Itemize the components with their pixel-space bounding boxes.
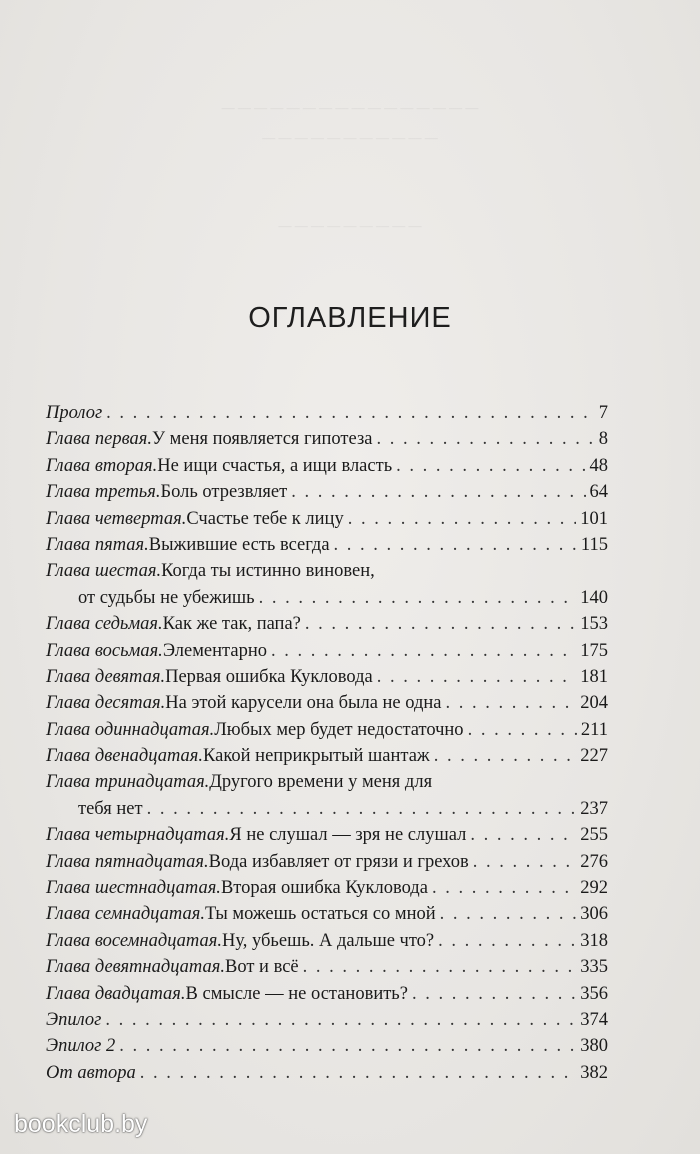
toc-entry bbox=[46, 822, 608, 848]
chapter-label: Глава вторая. bbox=[46, 455, 158, 476]
page-number: 306 bbox=[580, 904, 608, 925]
leader-dots bbox=[259, 585, 577, 611]
leader-dots bbox=[440, 901, 577, 927]
chapter-title: Какой неприкрытый шантаж bbox=[203, 746, 430, 767]
page-number: 8 bbox=[598, 429, 608, 450]
toc-entry bbox=[46, 1007, 608, 1033]
chapter-label: Глава первая. bbox=[46, 429, 152, 450]
chapter-title: тебя нет bbox=[78, 798, 143, 819]
toc-entry bbox=[46, 690, 608, 716]
chapter-label: Глава седьмая. bbox=[46, 614, 163, 635]
page-number: 181 bbox=[580, 666, 608, 687]
chapter-title: В смысле — не остановить? bbox=[185, 983, 408, 1004]
chapter-title: Когда ты истинно виновен, bbox=[161, 561, 375, 582]
chapter-label: Глава шестая. bbox=[46, 561, 162, 582]
bleed-through-text: — — — — — — — — — — — — — — — — bbox=[221, 100, 479, 115]
page-number: 211 bbox=[580, 719, 608, 740]
page-number: 237 bbox=[580, 798, 608, 819]
chapter-label: Глава восемнадцатая. bbox=[46, 930, 222, 951]
chapter-label: Эпилог 2 bbox=[46, 1036, 116, 1057]
chapter-title: Боль отрезвляет bbox=[160, 482, 288, 503]
page-number: 255 bbox=[580, 825, 608, 846]
chapter-title: Любых мер будет недостаточно bbox=[214, 719, 464, 740]
chapter-title: Счастье тебе к лицу bbox=[186, 508, 344, 529]
chapter-title: У меня появляется гипотеза bbox=[151, 429, 373, 450]
chapter-label: Глава девятнадцатая. bbox=[46, 957, 225, 978]
leader-dots bbox=[468, 717, 577, 743]
page-number: 382 bbox=[580, 1062, 608, 1083]
chapter-title: Вторая ошибка Кукловода bbox=[220, 878, 428, 899]
chapter-label: Глава шестнадцатая. bbox=[46, 878, 221, 899]
toc-entry bbox=[46, 875, 608, 901]
chapter-title: Вот и всё bbox=[224, 957, 299, 978]
page-number: 227 bbox=[580, 746, 608, 767]
leader-dots bbox=[446, 690, 577, 716]
chapter-label: Глава четырнадцатая. bbox=[46, 825, 230, 846]
page-number: 101 bbox=[580, 508, 608, 529]
page-number: 204 bbox=[580, 693, 608, 714]
leader-dots bbox=[303, 954, 577, 980]
leader-dots bbox=[348, 506, 577, 532]
chapter-label: Глава десятая. bbox=[46, 693, 166, 714]
leader-dots bbox=[432, 875, 576, 901]
toc-entry bbox=[46, 400, 608, 426]
chapter-label: Глава восьмая. bbox=[46, 640, 163, 661]
toc-entry bbox=[46, 532, 608, 558]
toc-entry-continuation bbox=[46, 585, 608, 611]
leader-dots bbox=[473, 849, 577, 875]
chapter-title: от судьбы не убежишь bbox=[78, 587, 255, 608]
leader-dots bbox=[434, 743, 577, 769]
bleed-through-text: — — — — — — — — — — — bbox=[262, 130, 438, 145]
chapter-title: Я не слушал — зря не слушал bbox=[229, 825, 467, 846]
chapter-label: Эпилог bbox=[46, 1009, 102, 1030]
leader-dots bbox=[376, 426, 594, 452]
toc-entry-continuation bbox=[46, 796, 608, 822]
chapter-title: Выжившие есть всегда bbox=[148, 534, 330, 555]
toc-entry bbox=[46, 638, 608, 664]
chapter-title: Другого времени у меня для bbox=[209, 772, 433, 793]
leader-dots bbox=[470, 822, 576, 848]
leader-dots bbox=[147, 796, 577, 822]
chapter-label: Глава четвертая. bbox=[46, 508, 187, 529]
toc-entry bbox=[46, 426, 608, 452]
chapter-title: Как же так, папа? bbox=[162, 614, 301, 635]
watermark: bookclub.by bbox=[14, 1110, 148, 1138]
leader-dots bbox=[119, 1033, 576, 1059]
leader-dots bbox=[377, 664, 577, 690]
chapter-label: Глава одиннадцатая. bbox=[46, 719, 215, 740]
leader-dots bbox=[334, 532, 577, 558]
toc-entry bbox=[46, 453, 608, 479]
page-number: 48 bbox=[589, 455, 608, 476]
toc-entry bbox=[46, 954, 608, 980]
toc-entry bbox=[46, 611, 608, 637]
chapter-label: От автора bbox=[46, 1062, 136, 1083]
chapter-label: Глава пятнадцатая. bbox=[46, 851, 209, 872]
page-title: ОГЛАВЛЕНИЕ bbox=[248, 302, 452, 335]
chapter-title: Вода избавляет от грязи и грехов bbox=[208, 851, 469, 872]
leader-dots bbox=[305, 611, 576, 637]
toc-entry bbox=[46, 664, 608, 690]
chapter-title: Первая ошибка Кукловода bbox=[165, 666, 373, 687]
leader-dots bbox=[438, 928, 576, 954]
chapter-label: Глава пятая. bbox=[46, 534, 149, 555]
leader-dots bbox=[140, 1060, 577, 1086]
page-number: 140 bbox=[580, 587, 608, 608]
chapter-label: Глава тринадцатая. bbox=[46, 772, 210, 793]
leader-dots bbox=[106, 400, 595, 426]
toc-entry bbox=[46, 769, 608, 795]
chapter-title: На этой карусели она была не одна bbox=[165, 693, 442, 714]
chapter-title: Ты можешь остаться со мной bbox=[204, 904, 436, 925]
page-number: 318 bbox=[580, 930, 608, 951]
toc-entry bbox=[46, 717, 608, 743]
page-number: 276 bbox=[580, 851, 608, 872]
chapter-label: Глава семнадцатая. bbox=[46, 904, 205, 925]
toc-entry bbox=[46, 849, 608, 875]
chapter-title: Не ищи счастья, а ищи власть bbox=[157, 455, 393, 476]
page-number: 356 bbox=[580, 983, 608, 1004]
leader-dots bbox=[291, 479, 585, 505]
toc-entry bbox=[46, 1060, 608, 1086]
page-number: 175 bbox=[580, 640, 608, 661]
page-number: 374 bbox=[580, 1009, 608, 1030]
leader-dots bbox=[412, 981, 576, 1007]
toc-entry bbox=[46, 506, 608, 532]
page-number: 153 bbox=[580, 614, 608, 635]
page-number: 335 bbox=[580, 957, 608, 978]
chapter-label: Глава девятая. bbox=[46, 666, 166, 687]
page-number: 115 bbox=[580, 534, 608, 555]
chapter-label: Глава двенадцатая. bbox=[46, 746, 204, 767]
toc-entry bbox=[46, 901, 608, 927]
bleed-through-text: — — — — — — — — — bbox=[278, 218, 422, 233]
toc-entry bbox=[46, 981, 608, 1007]
page-number: 380 bbox=[580, 1036, 608, 1057]
chapter-label: Глава двадцатая. bbox=[46, 983, 186, 1004]
leader-dots bbox=[396, 453, 585, 479]
toc-entry bbox=[46, 928, 608, 954]
leader-dots bbox=[105, 1007, 576, 1033]
toc-entry bbox=[46, 558, 608, 584]
table-of-contents bbox=[46, 400, 608, 1086]
page-number: 292 bbox=[580, 878, 608, 899]
toc-entry bbox=[46, 1033, 608, 1059]
chapter-title: Ну, убьешь. А дальше что? bbox=[222, 930, 435, 951]
page-number: 64 bbox=[589, 482, 608, 503]
toc-entry bbox=[46, 743, 608, 769]
chapter-label: Пролог bbox=[46, 403, 103, 423]
page-number: 7 bbox=[598, 403, 608, 423]
chapter-label: Глава третья. bbox=[46, 482, 161, 503]
toc-entry bbox=[46, 479, 608, 505]
leader-dots bbox=[271, 638, 576, 664]
chapter-title: Элементарно bbox=[162, 640, 267, 661]
